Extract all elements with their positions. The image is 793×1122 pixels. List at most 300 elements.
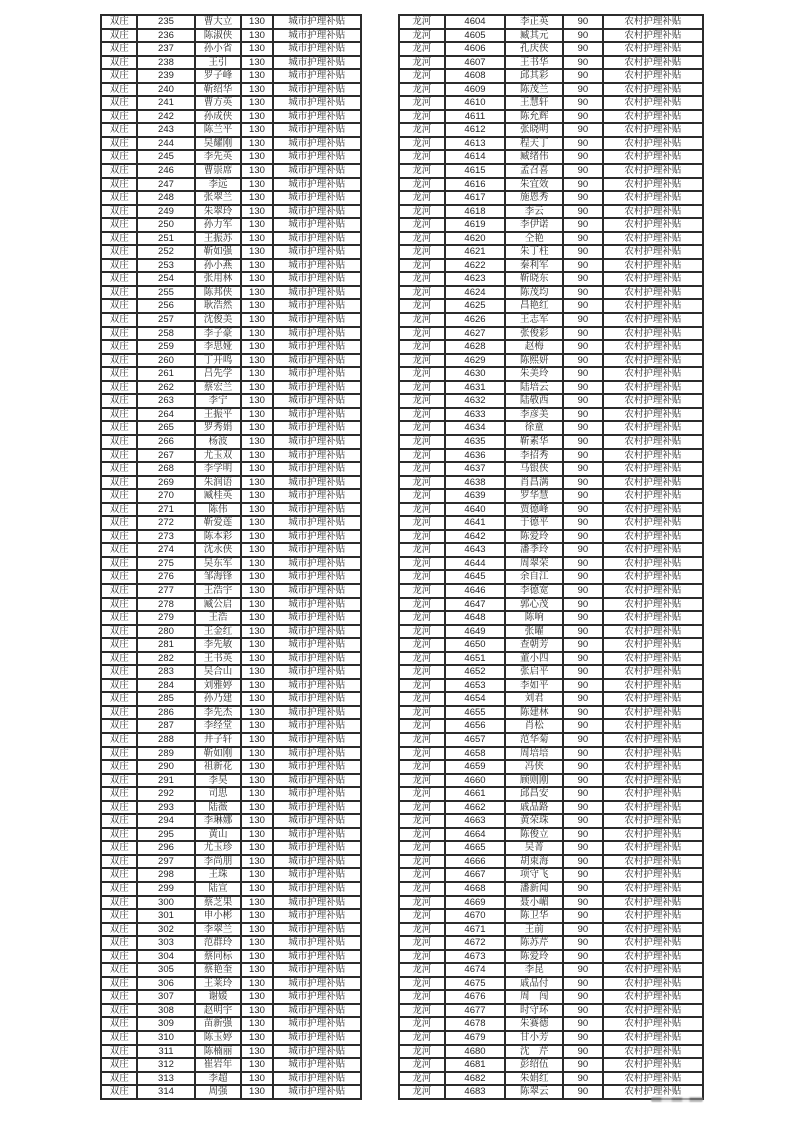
amount-cell: 90	[563, 665, 603, 679]
subsidy-cell: 农村护理补贴	[603, 191, 703, 205]
table-row	[399, 923, 703, 937]
subsidy-cell: 农村护理补贴	[603, 408, 703, 422]
name-cell: 张曜	[505, 625, 563, 639]
place-cell: 双庄	[101, 56, 137, 70]
table-row	[101, 719, 361, 733]
table-row	[101, 923, 361, 937]
serial-cell: 265	[137, 421, 194, 435]
serial-cell: 4675	[445, 977, 506, 991]
name-cell: 陆宣	[195, 882, 242, 896]
amount-cell: 90	[563, 923, 603, 937]
serial-cell: 279	[137, 611, 194, 625]
place-cell: 双庄	[101, 340, 137, 354]
name-cell: 甘小芳	[505, 1031, 563, 1045]
place-cell: 双庄	[101, 1004, 137, 1018]
subsidy-cell: 城市护理补贴	[273, 719, 361, 733]
place-cell: 双庄	[101, 665, 137, 679]
place-cell: 双庄	[101, 1058, 137, 1072]
serial-cell: 4639	[445, 489, 506, 503]
amount-cell: 130	[241, 557, 272, 571]
subsidy-cell: 城市护理补贴	[273, 963, 361, 977]
place-cell: 龙河	[399, 381, 445, 395]
name-cell: 李伊诺	[505, 218, 563, 232]
place-cell: 双庄	[101, 218, 137, 232]
amount-cell: 130	[241, 747, 272, 761]
table-row	[399, 1017, 703, 1031]
name-cell: 张用林	[195, 272, 242, 286]
name-cell: 戚品付	[505, 977, 563, 991]
subsidy-cell: 城市护理补贴	[273, 1017, 361, 1031]
name-cell: 李先杰	[195, 706, 242, 720]
serial-cell: 4635	[445, 435, 506, 449]
subsidy-cell: 城市护理补贴	[273, 394, 361, 408]
amount-cell: 90	[563, 774, 603, 788]
table-row	[101, 706, 361, 720]
subsidy-cell: 农村护理补贴	[603, 56, 703, 70]
serial-cell: 306	[137, 977, 194, 991]
table-row	[101, 503, 361, 517]
subsidy-cell: 农村护理补贴	[603, 205, 703, 219]
place-cell: 龙河	[399, 1085, 445, 1099]
serial-cell: 4619	[445, 218, 506, 232]
name-cell: 王振平	[195, 408, 242, 422]
place-cell: 双庄	[101, 598, 137, 612]
table-row	[399, 327, 703, 341]
table-row	[399, 42, 703, 56]
amount-cell: 90	[563, 909, 603, 923]
table-row	[101, 760, 361, 774]
place-cell: 双庄	[101, 774, 137, 788]
subsidy-cell: 城市护理补贴	[273, 1058, 361, 1072]
amount-cell: 90	[563, 1004, 603, 1018]
table-row	[399, 1058, 703, 1072]
table-row	[101, 665, 361, 679]
subsidy-cell: 农村护理补贴	[603, 299, 703, 313]
place-cell: 龙河	[399, 340, 445, 354]
place-cell: 双庄	[101, 963, 137, 977]
serial-cell: 254	[137, 272, 194, 286]
name-cell: 李琳娜	[195, 814, 242, 828]
table-row	[101, 638, 361, 652]
serial-cell: 4608	[445, 69, 506, 83]
table-row	[399, 381, 703, 395]
place-cell: 龙河	[399, 178, 445, 192]
table-row	[399, 1045, 703, 1059]
amount-cell: 90	[563, 340, 603, 354]
place-cell: 龙河	[399, 625, 445, 639]
subsidy-cell: 城市护理补贴	[273, 774, 361, 788]
amount-cell: 90	[563, 96, 603, 110]
amount-cell: 90	[563, 137, 603, 151]
amount-cell: 90	[563, 841, 603, 855]
amount-cell: 90	[563, 191, 603, 205]
name-cell: 仝艳	[505, 232, 563, 246]
subsidy-cell: 农村护理补贴	[603, 286, 703, 300]
subsidy-cell: 城市护理补贴	[273, 760, 361, 774]
subsidy-cell: 农村护理补贴	[603, 1072, 703, 1086]
place-cell: 双庄	[101, 801, 137, 815]
name-cell: 陈爱玲	[505, 950, 563, 964]
name-cell: 李招秀	[505, 449, 563, 463]
table-row	[399, 205, 703, 219]
place-cell: 龙河	[399, 909, 445, 923]
subsidy-cell: 城市护理补贴	[273, 1072, 361, 1086]
place-cell: 龙河	[399, 679, 445, 693]
serial-cell: 302	[137, 923, 194, 937]
table-row	[101, 774, 361, 788]
amount-cell: 130	[241, 855, 272, 869]
serial-cell: 305	[137, 963, 194, 977]
place-cell: 龙河	[399, 150, 445, 164]
place-cell: 双庄	[101, 787, 137, 801]
subsidy-cell: 农村护理补贴	[603, 327, 703, 341]
place-cell: 龙河	[399, 1072, 445, 1086]
place-cell: 双庄	[101, 814, 137, 828]
subsidy-cell: 城市护理补贴	[273, 1045, 361, 1059]
name-cell: 耿浩然	[195, 299, 242, 313]
subsidy-cell: 城市护理补贴	[273, 747, 361, 761]
serial-cell: 4613	[445, 137, 506, 151]
serial-cell: 297	[137, 855, 194, 869]
subsidy-cell: 农村护理补贴	[603, 950, 703, 964]
place-cell: 双庄	[101, 83, 137, 97]
place-cell: 龙河	[399, 733, 445, 747]
subsidy-cell: 城市护理补贴	[273, 137, 361, 151]
serial-cell: 4621	[445, 245, 506, 259]
place-cell: 龙河	[399, 259, 445, 273]
place-cell: 双庄	[101, 29, 137, 43]
serial-cell: 4667	[445, 868, 506, 882]
name-cell: 孙力军	[195, 218, 242, 232]
table-row	[101, 462, 361, 476]
table-row	[399, 408, 703, 422]
amount-cell: 90	[563, 69, 603, 83]
amount-cell: 90	[563, 421, 603, 435]
place-cell: 双庄	[101, 96, 137, 110]
amount-cell: 90	[563, 1072, 603, 1086]
place-cell: 双庄	[101, 1072, 137, 1086]
place-cell: 龙河	[399, 855, 445, 869]
name-cell: 余自江	[505, 570, 563, 584]
serial-cell: 4656	[445, 719, 506, 733]
serial-cell: 4650	[445, 638, 506, 652]
amount-cell: 130	[241, 178, 272, 192]
amount-cell: 130	[241, 516, 272, 530]
subsidy-cell: 城市护理补贴	[273, 638, 361, 652]
name-cell: 谢媛	[195, 990, 242, 1004]
place-cell: 双庄	[101, 706, 137, 720]
serial-cell: 300	[137, 896, 194, 910]
place-cell: 双庄	[101, 679, 137, 693]
serial-cell: 4616	[445, 178, 506, 192]
subsidy-cell: 农村护理补贴	[603, 936, 703, 950]
subsidy-cell: 城市护理补贴	[273, 367, 361, 381]
serial-cell: 313	[137, 1072, 194, 1086]
subsidy-cell: 城市护理补贴	[273, 570, 361, 584]
subsidy-cell: 城市护理补贴	[273, 449, 361, 463]
name-cell: 潘新闻	[505, 882, 563, 896]
amount-cell: 90	[563, 462, 603, 476]
place-cell: 双庄	[101, 150, 137, 164]
place-cell: 龙河	[399, 15, 445, 29]
name-cell: 陈玉婷	[195, 1031, 242, 1045]
table-row	[399, 787, 703, 801]
subsidy-cell: 城市护理补贴	[273, 909, 361, 923]
table-row	[399, 530, 703, 544]
amount-cell: 90	[563, 164, 603, 178]
serial-cell: 4659	[445, 760, 506, 774]
place-cell: 龙河	[399, 936, 445, 950]
place-cell: 双庄	[101, 191, 137, 205]
serial-cell: 4680	[445, 1045, 506, 1059]
table-row	[101, 557, 361, 571]
name-cell: 靳晓东	[505, 272, 563, 286]
name-cell: 李昊	[195, 774, 242, 788]
name-cell: 靳爱莲	[195, 516, 242, 530]
table-row	[101, 42, 361, 56]
place-cell: 双庄	[101, 841, 137, 855]
serial-cell: 4662	[445, 801, 506, 815]
subsidy-cell: 城市护理补贴	[273, 83, 361, 97]
serial-cell: 240	[137, 83, 194, 97]
subsidy-cell: 农村护理补贴	[603, 868, 703, 882]
table-row	[101, 340, 361, 354]
amount-cell: 90	[563, 719, 603, 733]
amount-cell: 90	[563, 570, 603, 584]
table-row	[399, 313, 703, 327]
serial-cell: 246	[137, 164, 194, 178]
amount-cell: 130	[241, 665, 272, 679]
name-cell: 臧桂英	[195, 489, 242, 503]
serial-cell: 256	[137, 299, 194, 313]
table-row	[101, 286, 361, 300]
place-cell: 龙河	[399, 665, 445, 679]
amount-cell: 90	[563, 868, 603, 882]
name-cell: 苗新强	[195, 1017, 242, 1031]
name-cell: 戚品路	[505, 801, 563, 815]
amount-cell: 90	[563, 313, 603, 327]
place-cell: 双庄	[101, 123, 137, 137]
place-cell: 双庄	[101, 313, 137, 327]
subsidy-cell: 城市护理补贴	[273, 340, 361, 354]
serial-cell: 283	[137, 665, 194, 679]
amount-cell: 130	[241, 1072, 272, 1086]
subsidy-cell: 农村护理补贴	[603, 516, 703, 530]
amount-cell: 90	[563, 516, 603, 530]
table-row	[101, 259, 361, 273]
amount-cell: 130	[241, 598, 272, 612]
subsidy-cell: 城市护理补贴	[273, 584, 361, 598]
table-row	[101, 354, 361, 368]
serial-cell: 237	[137, 42, 194, 56]
place-cell: 双庄	[101, 950, 137, 964]
subsidy-cell: 农村护理补贴	[603, 218, 703, 232]
amount-cell: 130	[241, 191, 272, 205]
place-cell: 龙河	[399, 963, 445, 977]
name-cell: 王引	[195, 56, 242, 70]
table-row	[101, 476, 361, 490]
table-row	[101, 1072, 361, 1086]
name-cell: 朱娟红	[505, 1072, 563, 1086]
serial-cell: 239	[137, 69, 194, 83]
serial-cell: 4671	[445, 923, 506, 937]
table-row	[399, 137, 703, 151]
amount-cell: 90	[563, 1031, 603, 1045]
serial-cell: 278	[137, 598, 194, 612]
name-cell: 李思娅	[195, 340, 242, 354]
subsidy-cell: 农村护理补贴	[603, 462, 703, 476]
name-cell: 彭绍伍	[505, 1058, 563, 1072]
name-cell: 孙成侠	[195, 110, 242, 124]
place-cell: 双庄	[101, 421, 137, 435]
subsidy-cell: 农村护理补贴	[603, 882, 703, 896]
name-cell: 李学明	[195, 462, 242, 476]
name-cell: 朱润语	[195, 476, 242, 490]
serial-cell: 270	[137, 489, 194, 503]
city-subsidy-table	[100, 14, 362, 1100]
amount-cell: 130	[241, 56, 272, 70]
serial-cell: 4683	[445, 1085, 506, 1099]
subsidy-cell: 农村护理补贴	[603, 367, 703, 381]
amount-cell: 130	[241, 164, 272, 178]
subsidy-cell: 农村护理补贴	[603, 747, 703, 761]
amount-cell: 130	[241, 814, 272, 828]
amount-cell: 130	[241, 611, 272, 625]
name-cell: 王浩宇	[195, 584, 242, 598]
serial-cell: 250	[137, 218, 194, 232]
place-cell: 双庄	[101, 760, 137, 774]
name-cell: 周强	[195, 1085, 242, 1099]
subsidy-cell: 城市护理补贴	[273, 625, 361, 639]
place-cell: 双庄	[101, 747, 137, 761]
subsidy-cell: 城市护理补贴	[273, 923, 361, 937]
serial-cell: 247	[137, 178, 194, 192]
place-cell: 双庄	[101, 1085, 137, 1099]
serial-cell: 307	[137, 990, 194, 1004]
amount-cell: 90	[563, 408, 603, 422]
table-row	[399, 868, 703, 882]
place-cell: 龙河	[399, 394, 445, 408]
table-row	[399, 123, 703, 137]
serial-cell: 4620	[445, 232, 506, 246]
serial-cell: 288	[137, 733, 194, 747]
place-cell: 双庄	[101, 855, 137, 869]
name-cell: 王前	[505, 923, 563, 937]
name-cell: 陈俊立	[505, 828, 563, 842]
table-row	[101, 909, 361, 923]
serial-cell: 260	[137, 354, 194, 368]
place-cell: 双庄	[101, 69, 137, 83]
amount-cell: 90	[563, 449, 603, 463]
subsidy-cell: 农村护理补贴	[603, 543, 703, 557]
name-cell: 陈茂兰	[505, 83, 563, 97]
name-cell: 陈爱玲	[505, 530, 563, 544]
serial-cell: 281	[137, 638, 194, 652]
place-cell: 龙河	[399, 652, 445, 666]
amount-cell: 90	[563, 950, 603, 964]
place-cell: 龙河	[399, 96, 445, 110]
place-cell: 双庄	[101, 896, 137, 910]
name-cell: 李先敏	[195, 638, 242, 652]
table-row	[399, 178, 703, 192]
amount-cell: 130	[241, 679, 272, 693]
subsidy-cell: 城市护理补贴	[273, 950, 361, 964]
table-row	[399, 232, 703, 246]
amount-cell: 130	[241, 449, 272, 463]
serial-cell: 4653	[445, 679, 506, 693]
table-row	[399, 29, 703, 43]
place-cell: 双庄	[101, 232, 137, 246]
place-cell: 龙河	[399, 611, 445, 625]
subsidy-cell: 城市护理补贴	[273, 1004, 361, 1018]
table-row	[399, 855, 703, 869]
serial-cell: 4625	[445, 299, 506, 313]
amount-cell: 130	[241, 1045, 272, 1059]
amount-cell: 90	[563, 476, 603, 490]
serial-cell: 289	[137, 747, 194, 761]
place-cell: 双庄	[101, 828, 137, 842]
amount-cell: 130	[241, 570, 272, 584]
place-cell: 龙河	[399, 299, 445, 313]
place-cell: 龙河	[399, 354, 445, 368]
subsidy-cell: 农村护理补贴	[603, 1017, 703, 1031]
place-cell: 龙河	[399, 137, 445, 151]
table-row	[101, 56, 361, 70]
serial-cell: 312	[137, 1058, 194, 1072]
serial-cell: 4644	[445, 557, 506, 571]
table-row	[101, 421, 361, 435]
place-cell: 龙河	[399, 421, 445, 435]
place-cell: 龙河	[399, 462, 445, 476]
amount-cell: 130	[241, 828, 272, 842]
amount-cell: 90	[563, 367, 603, 381]
place-cell: 龙河	[399, 56, 445, 70]
name-cell: 尤玉双	[195, 449, 242, 463]
subsidy-cell: 农村护理补贴	[603, 489, 703, 503]
subsidy-cell: 农村护理补贴	[603, 977, 703, 991]
amount-cell: 130	[241, 110, 272, 124]
table-row	[399, 462, 703, 476]
table-row	[399, 354, 703, 368]
amount-cell: 130	[241, 327, 272, 341]
place-cell: 龙河	[399, 435, 445, 449]
subsidy-cell: 农村护理补贴	[603, 733, 703, 747]
place-cell: 双庄	[101, 164, 137, 178]
amount-cell: 90	[563, 29, 603, 43]
amount-cell: 130	[241, 530, 272, 544]
table-row	[399, 990, 703, 1004]
subsidy-cell: 城市护理补贴	[273, 245, 361, 259]
table-row	[101, 977, 361, 991]
name-cell: 张晓明	[505, 123, 563, 137]
place-cell: 双庄	[101, 205, 137, 219]
serial-cell: 4606	[445, 42, 506, 56]
serial-cell: 291	[137, 774, 194, 788]
name-cell: 沈俊美	[195, 313, 242, 327]
serial-cell: 287	[137, 719, 194, 733]
amount-cell: 130	[241, 150, 272, 164]
amount-cell: 90	[563, 530, 603, 544]
name-cell: 赵梅	[505, 340, 563, 354]
serial-cell: 264	[137, 408, 194, 422]
name-cell: 潘季玲	[505, 543, 563, 557]
serial-cell: 298	[137, 868, 194, 882]
subsidy-cell: 农村护理补贴	[603, 1058, 703, 1072]
place-cell: 龙河	[399, 489, 445, 503]
table-row	[399, 598, 703, 612]
serial-cell: 309	[137, 1017, 194, 1031]
table-row	[399, 652, 703, 666]
